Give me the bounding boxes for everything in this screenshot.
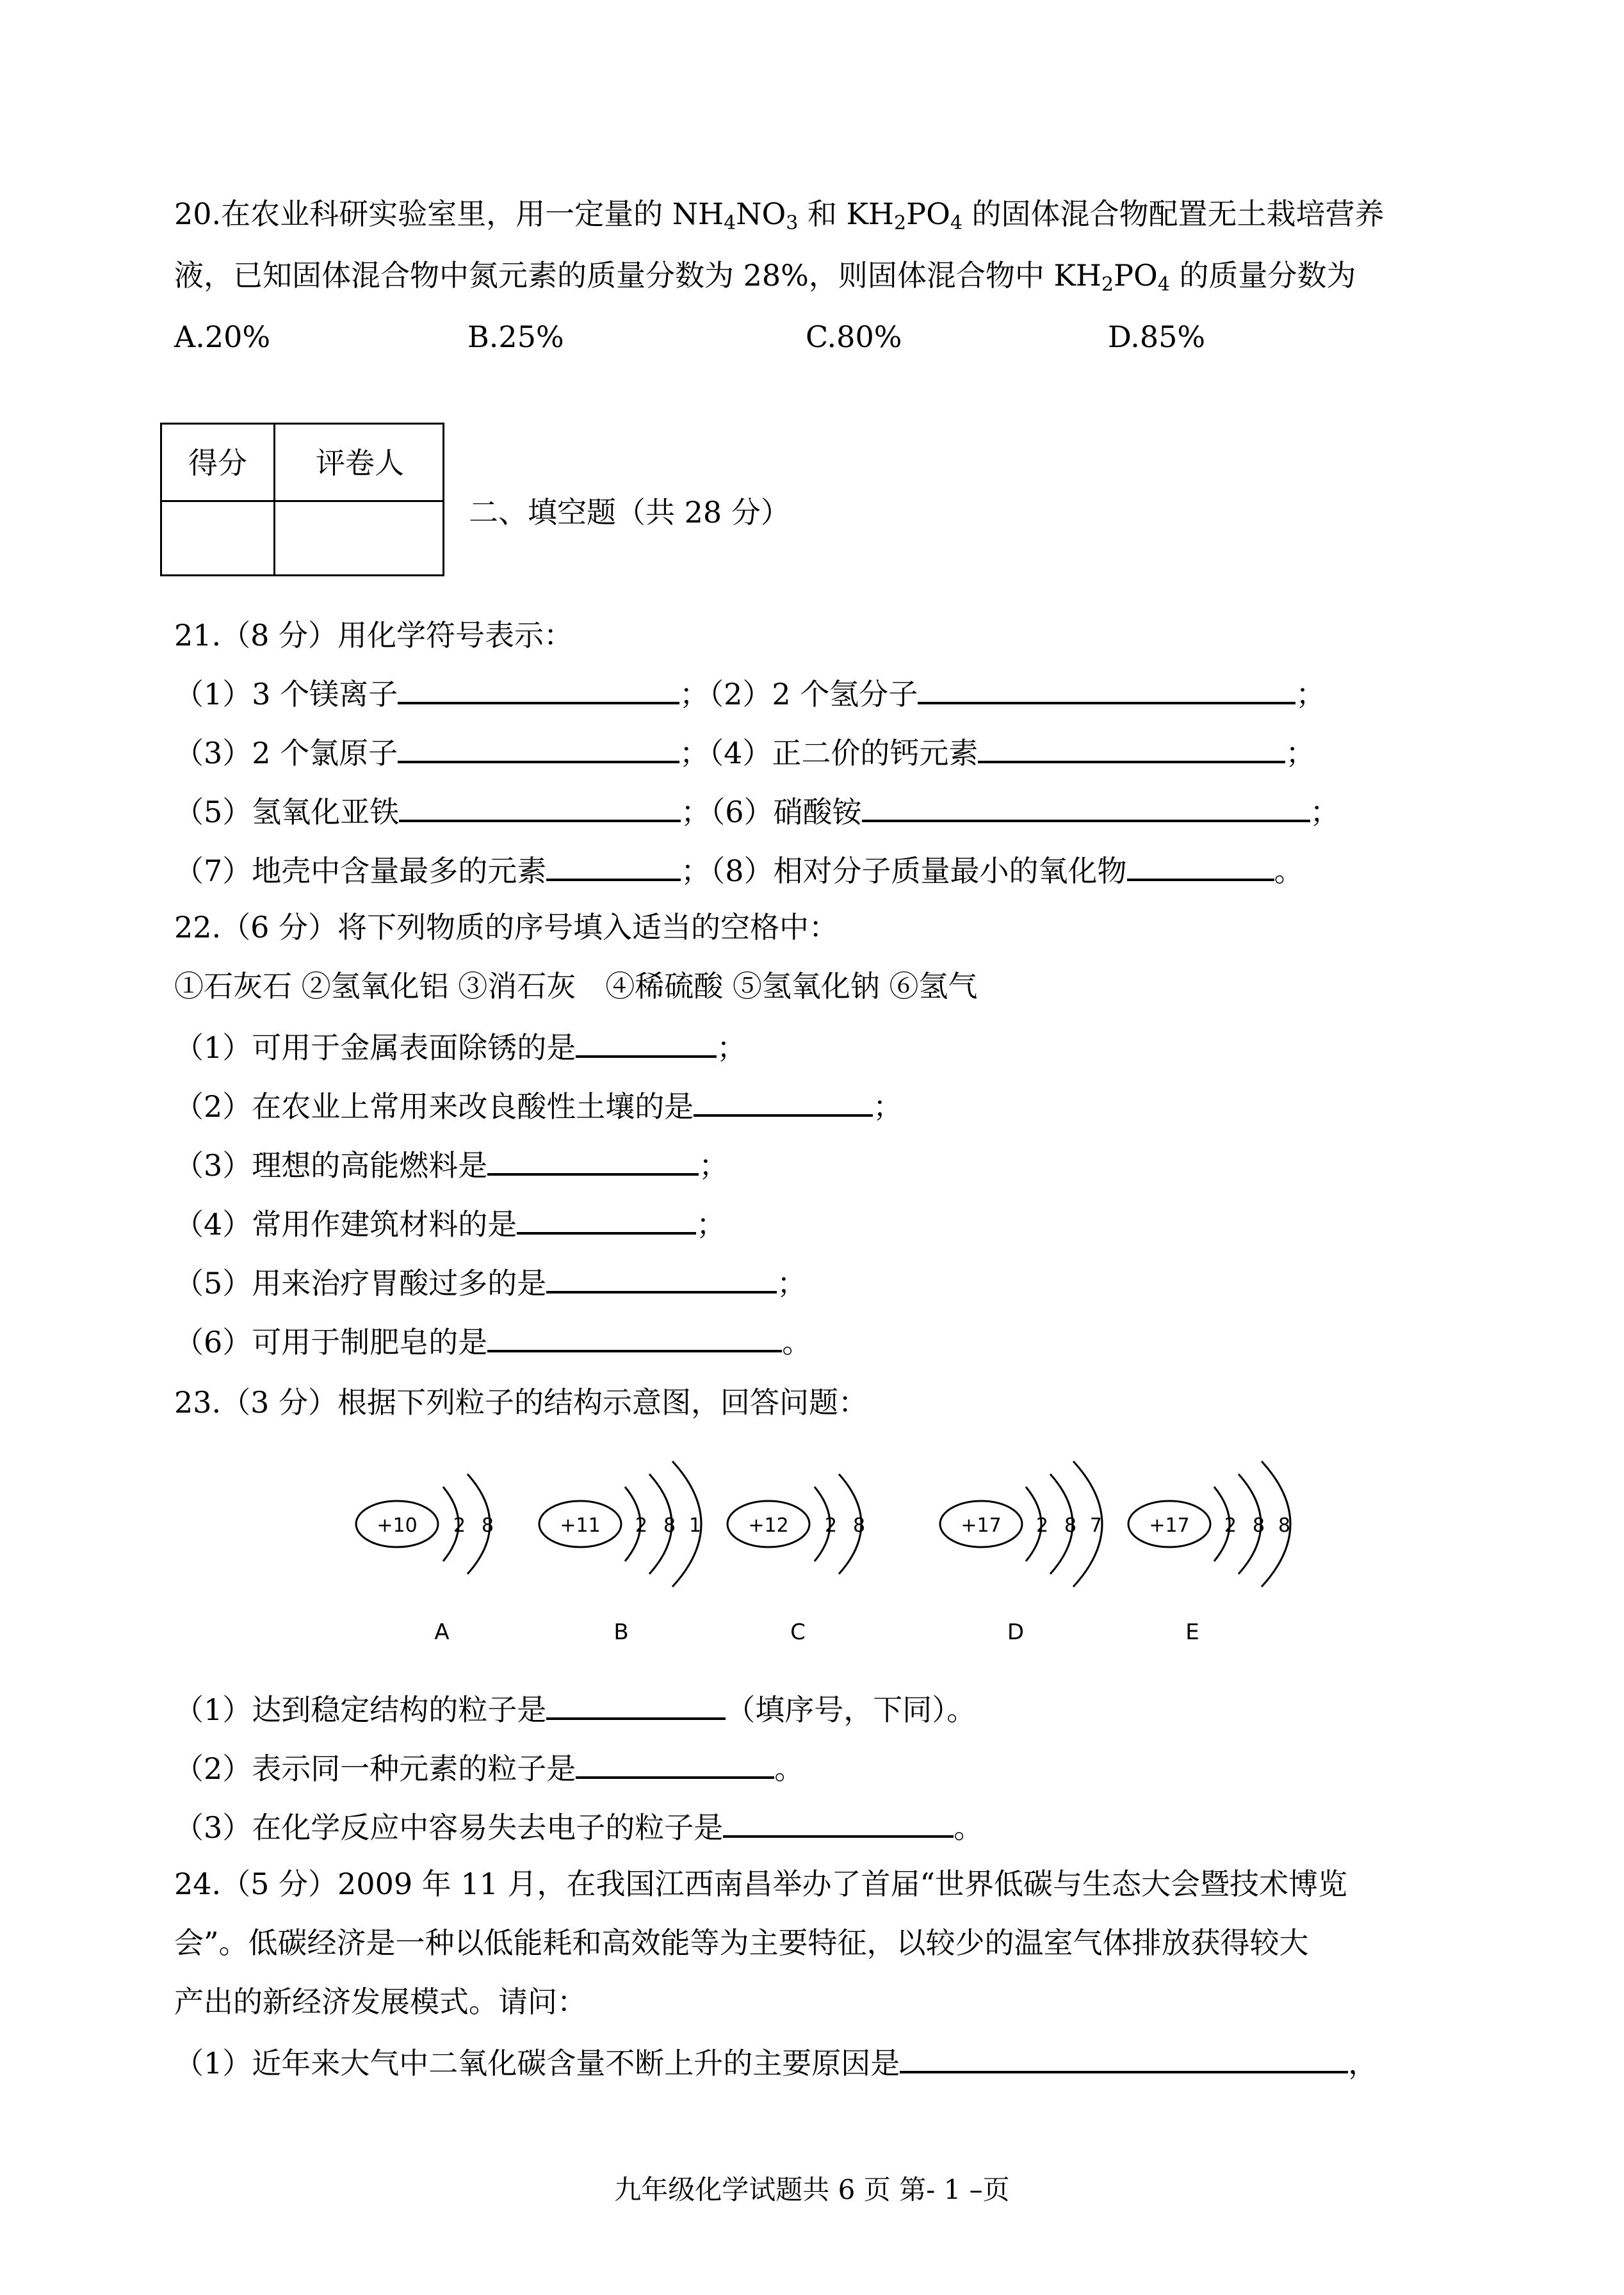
answer-blank[interactable] (517, 1203, 696, 1235)
atom-diagram-b (539, 1461, 701, 1645)
nucleus-charge: +10 (377, 1514, 418, 1537)
diagram-label-b: B (613, 1619, 629, 1645)
nucleus-charge: +17 (961, 1514, 1002, 1537)
q22-item-3: （3）理想的高能燃料是 ； (174, 1144, 728, 1185)
q20-line1: 20.在农业科研实验室里，用一定量的 $NH_4NO_3$ 和 $KH_2PO_4$ 的固体混合物配置无土栽培营养 (174, 197, 1384, 234)
grader-input-cell[interactable] (275, 502, 444, 576)
diagram-label-e: E (1185, 1619, 1199, 1645)
answer-blank[interactable] (398, 672, 679, 704)
answer-blank[interactable] (487, 1144, 699, 1176)
answer-blank[interactable] (1127, 849, 1274, 881)
q20-option-a: A.20% (174, 320, 271, 354)
answer-blank[interactable] (576, 1026, 717, 1058)
shell-electrons: 2 (453, 1514, 466, 1537)
nucleus-charge: +11 (560, 1514, 601, 1537)
atom-structure-diagrams (0, 1428, 1624, 1671)
q21-row-4: （7）地壳中含量最多的元素 ；（8）相对分子质量最小的氧化物 。 (174, 849, 1304, 890)
answer-blank[interactable] (546, 849, 681, 881)
q21-title: 21.（8 分）用化学符号表示： (174, 618, 574, 653)
answer-blank[interactable] (978, 731, 1285, 763)
q24-item-1: （1）近年来大气中二氧化碳含量不断上升的主要原因是 ， (174, 2041, 1377, 2082)
q23-item-1: （1）达到稳定结构的粒子是 （填序号，下同）。 (174, 1688, 976, 1729)
shell-electrons: 2 (1036, 1514, 1049, 1537)
q22-item-4: （4）常用作建筑材料的是 ； (174, 1203, 726, 1244)
q24-line-3: 产出的新经济发展模式。请问： (174, 1984, 587, 2019)
page-footer: 九年级化学试题共 6 页 第- 1 –页 (614, 2174, 1010, 2205)
atom-diagram-e (1128, 1461, 1290, 1645)
shell-electrons: 8 (853, 1514, 866, 1537)
answer-blank[interactable] (546, 1688, 726, 1720)
shell-electrons: 2 (635, 1514, 648, 1537)
q22-substances: ①石灰石 ②氢氧化铝 ③消石灰 ④稀硫酸 ⑤氢氧化钠 ⑥氢气 (174, 969, 978, 1003)
q21-row-2: （3）2 个氯原子 ；（4）正二价的钙元素 ； (174, 731, 1315, 772)
atom-diagram-d (940, 1461, 1102, 1645)
q24-line-2: 会”。低碳经济是一种以低能耗和高效能等为主要特征，以较少的温室气体排放获得较大 (174, 1926, 1309, 1960)
answer-blank[interactable] (862, 790, 1310, 822)
q20-option-d: D.85% (1108, 320, 1206, 354)
diagram-label-d: D (1007, 1619, 1025, 1645)
q21-row-1: （1）3 个镁离子 ；（2）2 个氢分子 ； (174, 672, 1325, 713)
shell-electrons: 8 (1253, 1514, 1265, 1537)
q20-line2: 液，已知固体混合物中氮元素的质量分数为 28%，则固体混合物中 $KH_2PO_4$ 的质量分数为 (174, 258, 1356, 296)
atom-diagram-a (356, 1474, 494, 1645)
q21-row-3: （5）氢氧化亚铁 ；（6）硝酸铵 ； (174, 790, 1340, 831)
q22-item-6: （6）可用于制肥皂的是 。 (174, 1320, 811, 1361)
shell-electrons: 7 (1090, 1514, 1103, 1537)
shell-electrons: 8 (482, 1514, 494, 1537)
atom-diagram-c (727, 1474, 865, 1645)
score-label: 得分 (188, 446, 247, 480)
answer-blank[interactable] (546, 1261, 777, 1293)
answer-blank[interactable] (576, 1747, 774, 1779)
answer-blank[interactable] (398, 731, 679, 763)
section2-title: 二、填空题（共 28 分） (469, 495, 790, 530)
q22-item-5: （5）用来治疗胃酸过多的是 ； (174, 1261, 806, 1302)
diagram-label-a: A (434, 1619, 450, 1645)
answer-blank[interactable] (900, 2041, 1348, 2073)
q22-title: 22.（6 分）将下列物质的序号填入适当的空格中： (174, 910, 839, 945)
q22-item-2: （2）在农业上常用来改良酸性土壤的是 ； (174, 1085, 902, 1126)
nucleus-charge: +12 (748, 1514, 789, 1537)
q24-line-1: 24.（5 分）2009 年 11 月，在我国江西南昌举办了首届“世界低碳与生态大会暨技术博览 (174, 1867, 1348, 1901)
answer-blank[interactable] (694, 1085, 873, 1117)
q23-item-3: （3）在化学反应中容易失去电子的粒子是 。 (174, 1806, 983, 1847)
score-table (160, 423, 444, 576)
answer-blank[interactable] (723, 1806, 954, 1838)
answer-blank[interactable] (399, 790, 681, 822)
score-input-cell[interactable] (162, 502, 273, 576)
nucleus-charge: +17 (1149, 1514, 1190, 1537)
q23-item-2: （2）表示同一种元素的粒子是 。 (174, 1747, 804, 1788)
q23-title: 23.（3 分）根据下列粒子的结构示意图，回答问题： (174, 1385, 868, 1420)
q22-item-1: （1）可用于金属表面除锈的是 ； (174, 1026, 746, 1067)
grader-label: 评卷人 (316, 446, 404, 480)
shell-electrons: 8 (1064, 1514, 1077, 1537)
shell-electrons: 2 (1224, 1514, 1237, 1537)
answer-blank[interactable] (918, 672, 1295, 704)
shell-electrons: 1 (689, 1514, 702, 1537)
shell-electrons: 8 (1278, 1514, 1291, 1537)
answer-blank[interactable] (487, 1320, 782, 1352)
q20-option-c: C.80% (806, 320, 902, 354)
shell-electrons: 2 (825, 1514, 838, 1537)
shell-electrons: 8 (663, 1514, 676, 1537)
diagram-label-c: C (790, 1619, 806, 1645)
q20-option-b: B.25% (467, 320, 564, 354)
